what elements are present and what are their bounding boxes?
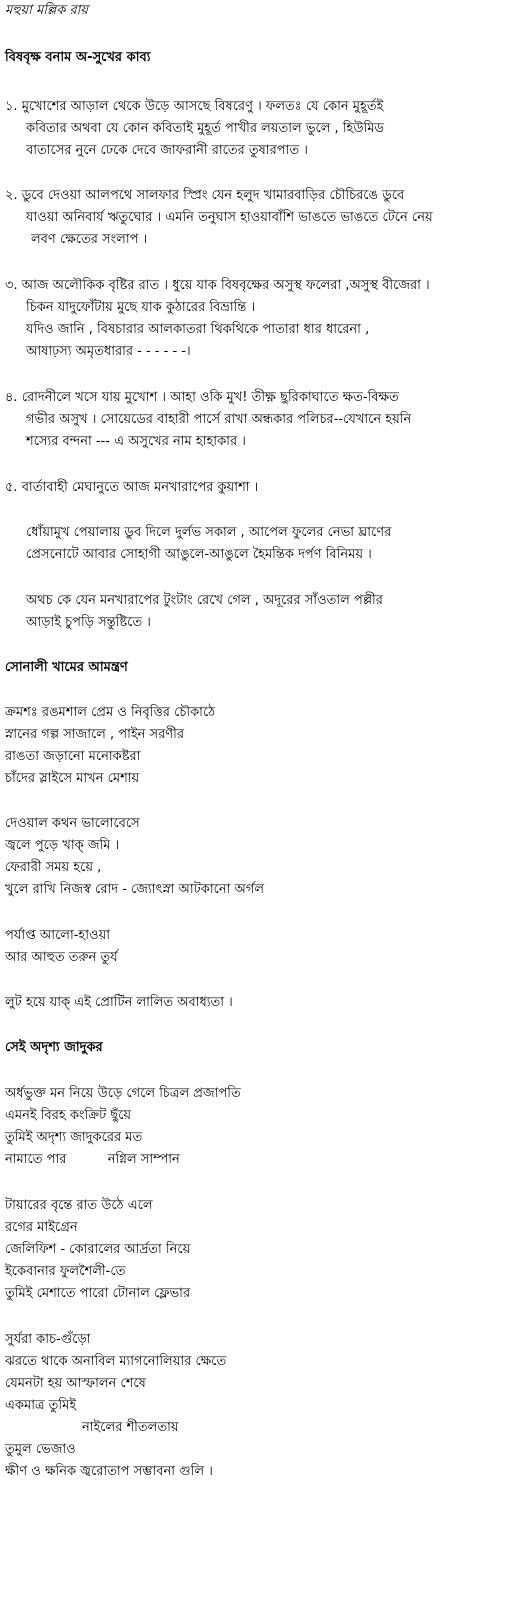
poem-line: ৩. আজ অলৌকিক বৃষ্টির রাত । ধুয়ে যাক বিষবৃক্ষের অসুস্থ ফলেরা ,অসুস্থ বীজেরা । xyxy=(5,278,430,293)
poem-line: প্রেসনোটে আবার সোহাগী আঙুলে-আঙুলে হৈমন্তিক দর্পণ বিনিময় । xyxy=(26,547,372,562)
poem-line: দেওয়াল কথন ভালোবেসে xyxy=(5,816,140,831)
poem-line: জ্বলে পুড়ে খাক্ জমি । xyxy=(5,838,120,853)
poem-title: সোনালী খামের আমন্ত্রণ xyxy=(5,660,128,675)
poem-line: আড়াই চুপড়ি সন্তুষ্টিতে । xyxy=(26,615,151,630)
poem-title: সেই অদৃশ্য জাদুকর xyxy=(5,1040,103,1055)
author-name: মহুয়া মল্লিক রায় xyxy=(5,3,89,18)
poem-line: শস্যের বন্দনা --- এ অসুখের নাম হাহাকার । xyxy=(26,434,246,449)
poem-line: ২. ডুবে দেওয়া আলপথে সালফার স্প্রিং যেন হলুদ খামারবাড়ির চৌচিরঙে ডুবে xyxy=(5,188,405,203)
poem-line: গভীর অসুখ । সোয়েডের বাহারী পার্সে রাখা অন্ধকার পলিচর--যেখানে হয়নি xyxy=(26,412,412,427)
poem-line: স্নানের গল্প সাজালে , পাইন সরণীর xyxy=(5,727,184,742)
poem-line: লবণ ক্ষেতের সংলাপ । xyxy=(31,232,148,247)
poem-title: বিষবৃক্ষ বনাম অ-সুখের কাব্য xyxy=(5,50,151,65)
poem-line: চিকন যাদুফোঁটায় মুছে যাক কুঠারের বিভ্রান্তি । xyxy=(26,300,256,315)
poem-line: কবিতার অথবা যে কোন কবিতাই মুহূর্ত পাখীর লয়তাল ভুলে , হিউমিড xyxy=(26,121,384,136)
poem-line: তুমুল ভেজাও xyxy=(5,1442,76,1457)
poem-line: ফেরারী সময় হয়ে , xyxy=(5,860,102,875)
poem-line: ৫. বার্তাবাহী মেঘানুতে আজ মনখারাপের কুয়াশা । xyxy=(5,480,259,495)
poem-line: তুমিই মেশাতে পারো টোনাল ফ্লেভার xyxy=(5,1286,191,1301)
poem-line: লুট হয়ে যাক্ এই প্রোটিন লালিত অবাধ্যতা । xyxy=(5,995,233,1010)
poem-line: অর্ধভুক্ত মন নিয়ে উড়ে গেলে চিত্রল প্রজাপতি xyxy=(5,1086,241,1101)
poem-line: নামাতে পার নগ্নিল সাম্পান xyxy=(5,1152,180,1167)
poem-line: তুমিই অদৃশ্য জাদুকরের মত xyxy=(5,1130,143,1145)
poem-line: সুর্যরা কাচ-গুঁড়ো xyxy=(5,1332,91,1347)
poem-line: ধোঁয়ামুখ পেয়ালায় ডুব দিলে দুর্লভ সকাল , আপেল ফুলের নেভা ঘ্রাণের xyxy=(26,525,392,540)
poem-line: ক্ষীণ ও ক্ষনিক জ্বরোতাপ সম্ভাবনা গুলি । xyxy=(5,1464,213,1479)
poem-line: খুলে রাখি নিজস্ব রোদ - জ্যোৎস্না আটকানো অর্গল xyxy=(5,882,265,897)
poem-line: আষাঢ়স্য অমৃতধারার - - - - - -। xyxy=(26,344,191,359)
poem-line: চাঁদের স্লাইসে মাখন মেশায় xyxy=(5,771,140,786)
poem-line: যেমনটা হয় আস্ফালন শেষে xyxy=(5,1376,146,1391)
poem-line: পর্যাপ্ত আলো-হাওয়া xyxy=(5,928,111,943)
poem-line: টায়ারের বৃন্তে রাত উঠে এলে xyxy=(5,1198,153,1213)
poem-line: রাঙতা জড়ানো মনোকষ্টরা xyxy=(5,749,141,764)
poem-line: জেলিফিশ - কোরালের আর্দ্রতা নিয়ে xyxy=(5,1242,191,1257)
poem-line: এমনই বিরহ কংক্রিট ছুঁয়ে xyxy=(5,1108,132,1123)
poem-line: যাওয়া অনিবার্য ঋতুঘোর । এমনি তনুঘাস হাওয়াবাঁশি ভাঙতে ভাঙতে টেনে নেয় xyxy=(26,210,433,225)
poem-line: রগের মাইগ্রেন xyxy=(5,1220,78,1235)
poem-line: ১. মুখোশের আড়াল থেকে উড়ে আসছে বিষরেণু । ফলতঃ যে কোন মুহূর্তই xyxy=(5,99,384,114)
poem-line: ইকেবানার ফুলশৈলী-তে xyxy=(5,1264,126,1279)
poem-line: অথচ কে যেন মনখারাপের টুংটাং রেখে গেল , অদূরের সাঁওতাল পল্লীর xyxy=(26,593,383,608)
poem-line: ঝরতে থাকে অনাবিল ম্যাগনোলিয়ার ক্ষেতে xyxy=(5,1354,227,1369)
poem-line: ৪. রোদনীলে খসে যায় মুখোশ । আহা ওকি মুখ! তীক্ষ্ণ ছুরিকাঘাতে ক্ষত-বিক্ষত xyxy=(5,390,399,405)
poem-line: ক্রমশঃ রঙমশাল প্রেম ও নিবৃত্তির চৌকাঠে xyxy=(5,705,216,720)
poem-line: যদিও জানি , বিষচারার আলকাতরা থিকথিকে পাতারা ধার ধারেনা , xyxy=(26,322,370,337)
poem-line: আর আহুত তরুন তুর্য xyxy=(5,950,118,965)
poem-line: নাইলের শীতলতায় xyxy=(82,1420,179,1435)
poem-line: একমাত্র তুমিই xyxy=(5,1398,77,1413)
poem-line: বাতাসের নুনে ঢেকে দেবে জাফরানী রাতের তুষারপাত । xyxy=(26,143,308,158)
